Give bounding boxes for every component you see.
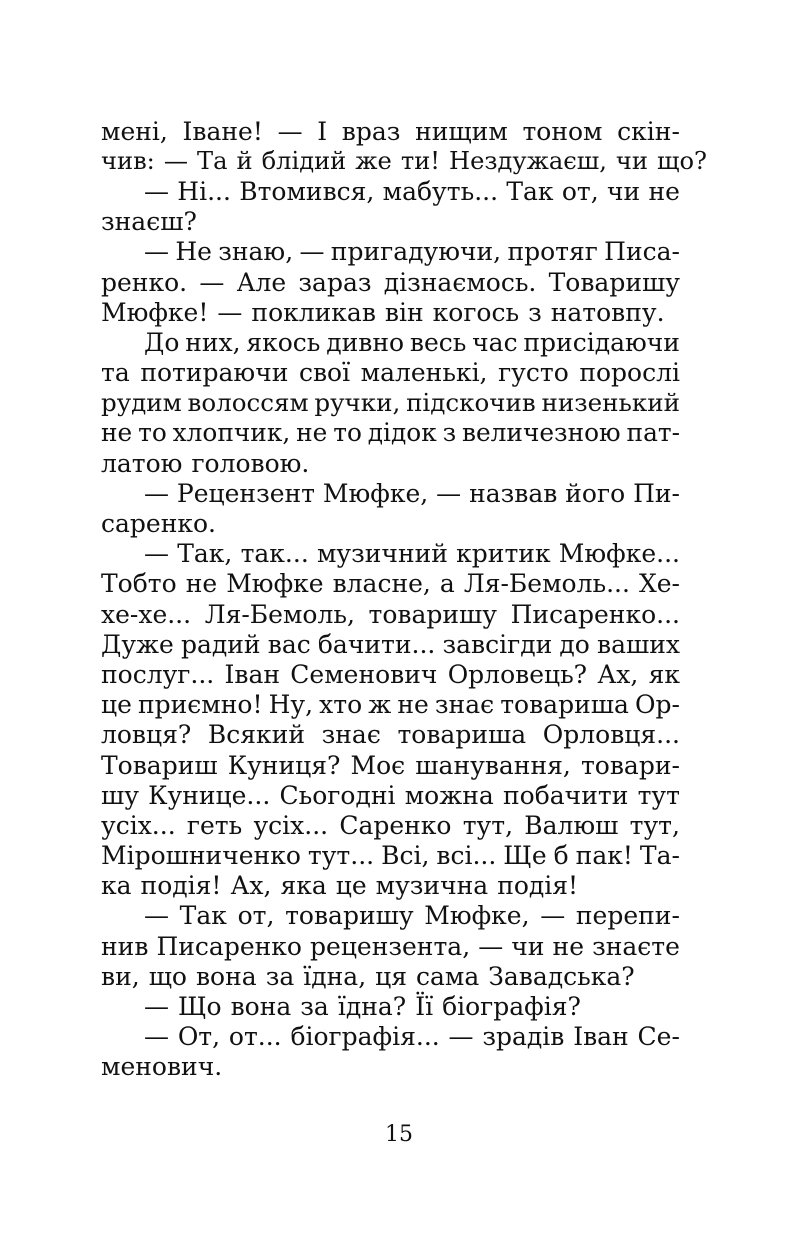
text-line: та потираючи свої маленькі, густо порослі <box>101 358 680 388</box>
paragraph <box>101 991 680 1021</box>
text-line: — Не знаю, — пригадуючи, протяг Писа- <box>144 237 680 267</box>
text-line: хе-хе... Ля-Бемоль, товаришу Писаренко... <box>101 599 680 629</box>
text-line: послуг... Іван Семенович Орловець? Ах, як <box>101 659 680 689</box>
text-line: саренко. <box>101 509 216 539</box>
text-line: це приємно! Ну, хто ж не знає товариша Ор- <box>101 690 680 720</box>
text-line: шу Кунице... Сьогодні можна побачити тут <box>101 780 680 810</box>
text-line: — Так от, товаришу Мюфке, — перепи- <box>144 901 680 931</box>
text-line: нив Писаренко рецензента, — чи не знаєте <box>101 931 680 961</box>
text-line: мені, Іване! — І враз нищим тоном скін- <box>101 116 680 146</box>
text-line: — Ні... Втомився, мабуть... Так от, чи не <box>144 176 680 206</box>
text-line: менович. <box>101 1052 223 1082</box>
text-line: — Рецензент Мюфке, — назвав його Пи- <box>144 478 680 508</box>
text-line: — От, от... біографія... — зрадів Іван Се- <box>144 1022 680 1052</box>
paragraph <box>101 237 680 328</box>
paragraph <box>101 478 680 538</box>
body-text <box>101 116 707 1082</box>
text-line: усіх... геть усіх... Саренко тут, Валюш тут, <box>101 810 680 840</box>
text-line: ловця? Всякий знає товариша Орловця... <box>101 720 680 750</box>
text-line: знаєш? <box>101 207 197 237</box>
text-line: не то хлопчик, не то дідок з величезною пат- <box>101 418 680 448</box>
page-number: 15 <box>385 1122 413 1147</box>
text-line: рудим волоссям ручки, підскочив низенький <box>101 388 680 418</box>
text-line: Мюфке! — покликав він когось з натовпу. <box>101 297 665 327</box>
text-line: — Так, так... музичний критик Мюфке... <box>144 539 680 569</box>
paragraph <box>101 901 680 992</box>
paragraph <box>101 116 707 176</box>
paragraph <box>101 1022 680 1082</box>
text-line: До них, якось дивно весь час присідаючи <box>144 327 680 357</box>
text-line: — Що вона за їдна? Її біографія? <box>144 992 581 1022</box>
text-line: Тобто не Мюфке власне, а Ля-Бемоль... Хе- <box>101 569 680 599</box>
text-line: латою головою. <box>101 448 310 478</box>
text-line: ви, що вона за їдна, ця сама Завадська? <box>101 961 635 991</box>
paragraph <box>101 539 680 901</box>
text-line: ренко. — Але зараз дізнаємось. Товаришу <box>101 267 680 297</box>
paragraph <box>101 327 680 478</box>
text-line: ка подія! Ах, яка це музична подія! <box>101 871 579 901</box>
text-line: Дуже радий вас бачити... завсігди до ваших <box>101 629 680 659</box>
text-line: Товариш Куниця? Моє шанування, товари- <box>101 750 680 780</box>
paragraph <box>101 176 680 236</box>
text-line: Мірошниченко тут... Всі, всі... Ще б пак! Та- <box>101 841 680 871</box>
text-line: чив: — Та й блідий же ти! Нездужаєш, чи що? <box>101 147 707 176</box>
